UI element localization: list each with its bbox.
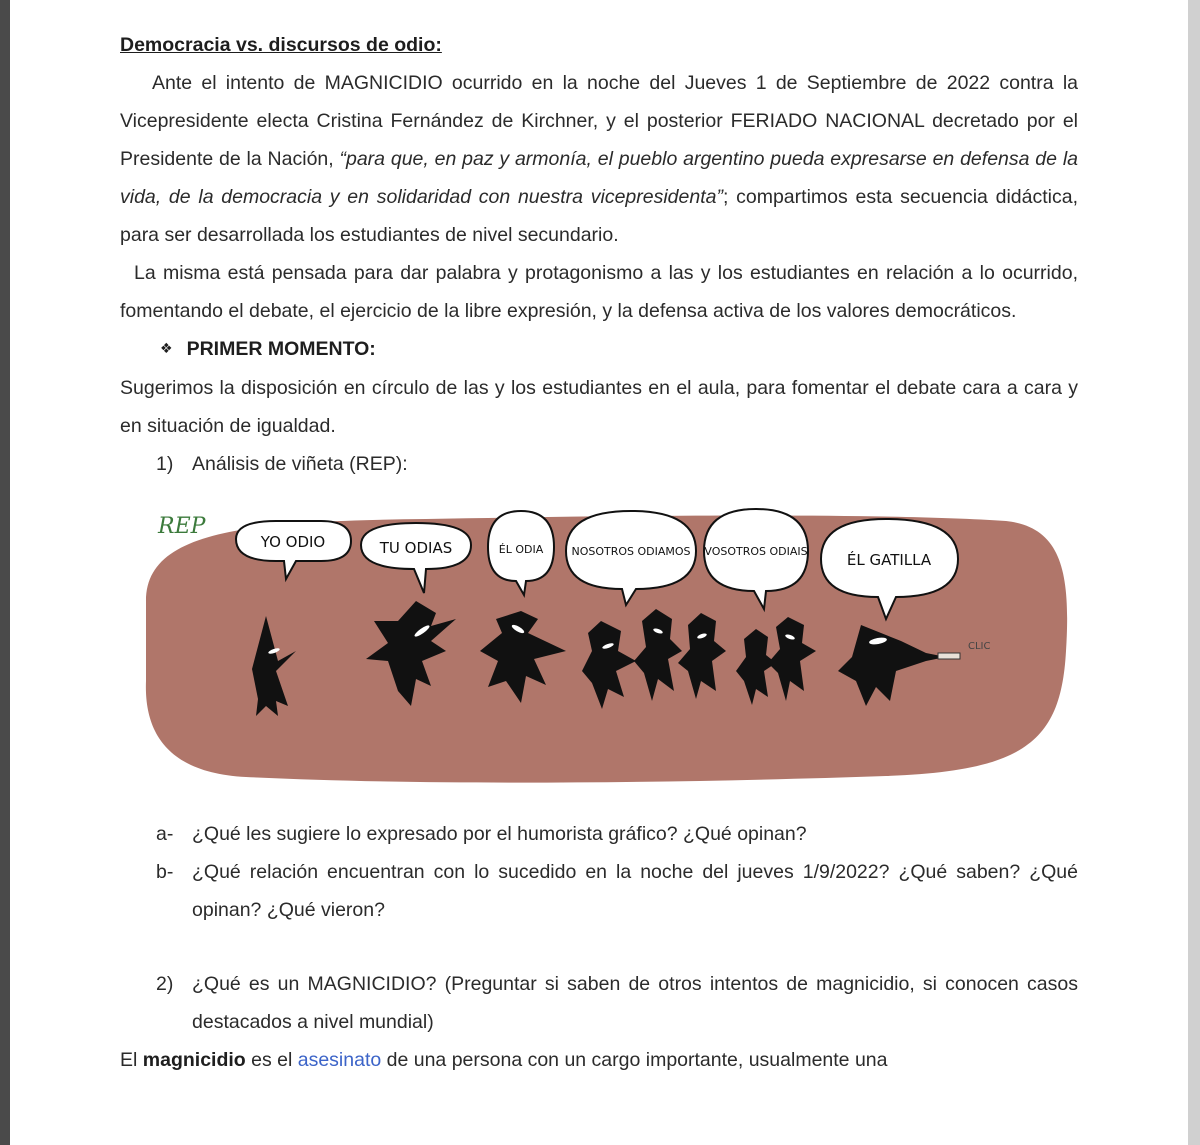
intro-part2: ; compartimos esta secuencia didáctica, para ser desarrollada los estudiantes de nivel secundario.	[120, 186, 1078, 246]
bubble-5-text: VOSOTROS ODIAIS	[704, 545, 808, 558]
definition-mid: es el	[245, 1049, 298, 1071]
item-2	[120, 965, 1078, 1041]
question-b	[120, 853, 1078, 929]
intro-part1: Ante el intento de MAGNICIDIO ocurrido en la noche del Jueves 1 de Septiembre de 2022 contra la Vicepresidente electa Cristina Fernández de Kirchner, y el posterior FERIADO NACIONAL decretado por el Presidente de la Nación,	[120, 72, 1078, 170]
item-2-number: 2)	[156, 973, 174, 995]
question-b-letter: b-	[156, 861, 174, 883]
suggestion-paragraph: Sugerimos la disposición en círculo de las y los estudiantes en el aula, para fomentar el debate cara a cara y en situación de igualdad.	[120, 377, 1078, 437]
item-1	[120, 445, 1078, 483]
intro-paragraph	[120, 64, 1078, 254]
question-a	[120, 815, 1078, 853]
bubble-6-text: ÉL GATILLA	[846, 551, 932, 569]
spacer	[120, 929, 1078, 965]
moment-label: PRIMER MOMENTO:	[186, 338, 376, 360]
definition-prefix: El	[120, 1049, 143, 1071]
bubble-3-text: ÉL ODIA	[498, 543, 544, 556]
intro-quote: “para que, en paz y armonía, el pueblo argentino pueda expresarse en defensa de la vida, de la democracia y en solidaridad con nuestra vicepresidenta”	[120, 148, 1078, 208]
item-1-text: Análisis de viñeta (REP):	[192, 453, 408, 475]
purpose-paragraph: La misma está pensada para dar palabra y protagonismo a las y los estudiantes en relación a lo ocurrido, fomentando el debate, el ejercicio de la libre expresión, y la defensa activa de los valores democráticos.	[120, 262, 1078, 322]
question-b-text: ¿Qué relación encuentran con lo sucedido en la noche del jueves 1/9/2022? ¿Qué saben? ¿Qué opinan? ¿Qué vieron?	[192, 861, 1078, 921]
document-title: Democracia vs. discursos de odio:	[120, 34, 442, 56]
viewer-scrollbar[interactable]	[1188, 0, 1200, 1145]
gun-sound-text: CLIC	[968, 641, 991, 652]
cartoon-figure	[120, 483, 1078, 815]
definition-suffix: de una persona con un cargo importante, usualmente una	[381, 1049, 888, 1071]
rep-cartoon-image	[126, 501, 1076, 801]
document-page	[120, 26, 1078, 1099]
bubble-4-text: NOSOTROS ODIAMOS	[571, 545, 691, 558]
bubble-2-text: TU ODIAS	[379, 539, 453, 557]
moment-heading	[120, 330, 1078, 369]
asesinato-link[interactable]: asesinato	[297, 1049, 382, 1071]
bubble-1-text: YO ODIO	[260, 533, 326, 551]
viewer-left-edge	[0, 0, 10, 1145]
question-a-letter: a-	[156, 823, 174, 845]
item-1-number: 1)	[156, 453, 174, 475]
definition-paragraph	[120, 1041, 1078, 1079]
truncated-line	[120, 1079, 1078, 1099]
question-a-text: ¿Qué les sugiere lo expresado por el humorista gráfico? ¿Qué opinan?	[192, 823, 807, 845]
cartoon-signature: REP	[158, 514, 206, 539]
item-2-text: ¿Qué es un MAGNICIDIO? (Preguntar si saben de otros intentos de magnicidio, si conocen casos destacados a nivel mundial)	[192, 973, 1078, 1033]
definition-term: magnicidio	[142, 1049, 246, 1071]
diamond-bullet-icon: ❖	[160, 340, 173, 356]
